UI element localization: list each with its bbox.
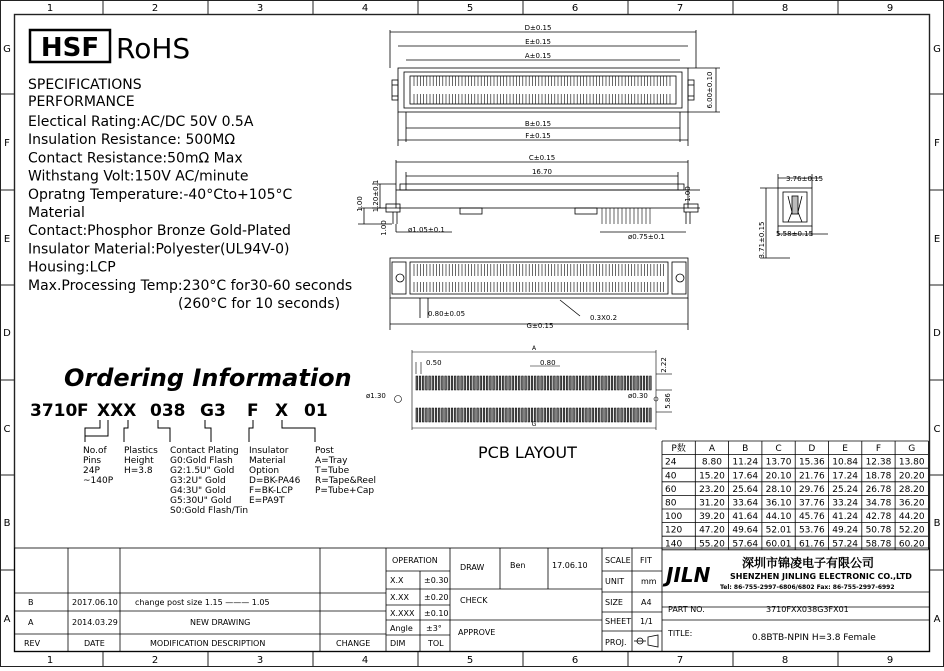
table-cell: 20.10	[765, 471, 792, 482]
approve-label: APPROVE	[458, 628, 496, 637]
table-cell: 60.01	[765, 539, 792, 550]
table-cell: 57.24	[832, 539, 859, 550]
code-suffix: 01	[304, 401, 328, 421]
grid-col-bottom-8: 8	[781, 655, 789, 666]
dim-a: A±0.15	[524, 52, 552, 60]
spec-line: Electical Rating:AC/DC 50V 0.5A	[28, 114, 254, 130]
code-series: 3710	[30, 401, 78, 421]
ordering-label-insulator: Material	[249, 456, 286, 466]
code-plating: G3	[200, 401, 226, 421]
unit-value: mm	[641, 577, 657, 586]
dim-e: E±0.15	[525, 38, 551, 46]
table-cell: 39.20	[699, 512, 725, 523]
rev-b-desc: change post size 1.15 ——— 1.05	[135, 598, 270, 607]
grid-col-top-5: 5	[466, 3, 474, 14]
ordering-label-plastics: Plastics	[124, 446, 158, 456]
part-no-label: PART NO.	[668, 605, 705, 614]
table-cell: 52.01	[765, 525, 792, 536]
dim-w376: 3.76±0.15	[786, 175, 824, 183]
ordering-label-pins: ~140P	[83, 476, 114, 486]
dim-h100b: 1.00	[380, 220, 388, 236]
ordering-label-plating: G5:30U" Gold	[170, 496, 232, 506]
table-cell: 20.20	[898, 471, 925, 482]
spec-line: (260°C for 10 seconds)	[178, 296, 341, 312]
table-cell: 41.64	[732, 512, 759, 523]
ordering-label-insulator: Insulator	[249, 446, 289, 456]
grid-row-right-A: A	[933, 614, 941, 625]
drawer-name: Ben	[510, 561, 526, 570]
tol-value-2: ±0.10	[424, 609, 449, 618]
check-label: CHECK	[460, 596, 488, 605]
table-cell: 60.20	[898, 539, 925, 550]
dim-h371: 3.71±0.15	[758, 221, 766, 259]
bottom-view	[390, 258, 688, 330]
grid-col-bottom-9: 9	[886, 655, 894, 666]
grid-col-top-9: 9	[886, 3, 894, 14]
table-cell: 33.64	[732, 498, 759, 509]
table-header-cell: B	[742, 444, 749, 455]
table-cell: 10.84	[832, 457, 859, 468]
table-cell: 49.64	[732, 525, 759, 536]
hsf-logo: HSF	[40, 33, 100, 63]
table-cell: 28.10	[765, 484, 792, 495]
table-cell: 29.76	[798, 484, 825, 495]
company-cn: 深圳市锦凌电子有限公司	[742, 556, 875, 570]
tol-header: TOL	[428, 639, 444, 648]
table-cell: 52.20	[898, 525, 925, 536]
table-cell: 120	[665, 525, 683, 536]
code-post: X	[275, 401, 289, 421]
table-cell: 60	[665, 484, 677, 495]
table-cell: 36.20	[898, 498, 925, 509]
dim-header: DIM	[390, 639, 406, 648]
table-cell: 28.20	[898, 484, 925, 495]
draw-date: 17.06.10	[552, 561, 588, 570]
grid-row-right-D: D	[933, 328, 941, 339]
spec-line: Contact:Phosphor Bronze Gold-Plated	[28, 223, 291, 240]
grid-col-bottom-6: 6	[571, 655, 579, 666]
grid-col-top-3: 3	[256, 3, 264, 14]
change-header: CHANGE	[336, 639, 371, 648]
ordering-leaders	[85, 420, 315, 442]
tol-label-3: Angle	[390, 624, 413, 633]
table-cell: 53.76	[798, 525, 825, 536]
spec-line: Material	[28, 205, 85, 221]
grid-col-bottom-4: 4	[361, 655, 369, 666]
grid-row-right-F: F	[934, 138, 940, 149]
grid-row-left-G: G	[3, 44, 11, 55]
table-cell: 57.64	[732, 539, 759, 550]
title-value: 0.8BTB-NPIN H=3.8 Female	[752, 633, 876, 643]
spec-lines	[28, 114, 352, 312]
grid-row-left-E: E	[3, 234, 11, 245]
table-cell: 13.80	[898, 457, 925, 468]
ordering-labels	[83, 446, 376, 516]
grid-col-bottom-2: 2	[151, 655, 159, 666]
dim-h100c: 1.00	[684, 186, 692, 202]
rohs-logo: RoHS	[116, 32, 191, 65]
dim-w558: 5.58±0.15	[776, 230, 814, 238]
table-cell: 37.76	[798, 498, 825, 509]
tol-value-0: ±0.30	[424, 576, 449, 585]
table-cell: 15.20	[699, 471, 725, 482]
ordering-label-plastics: H=3.8	[124, 466, 153, 476]
dim-f: F±0.15	[525, 132, 551, 140]
ordering-title: Ordering Information	[64, 364, 352, 392]
rev-a: A	[28, 618, 34, 627]
company-tel: Tel: 86-755-2997-6806/6802 Fax: 86-755-2997-6992	[720, 584, 895, 591]
ordering-label-insulator: D=BK-PA46	[249, 476, 301, 486]
tol-value-3: ±3°	[426, 624, 442, 633]
dimension-table	[662, 441, 928, 550]
company-logo: JILN	[666, 563, 711, 587]
grid-col-bottom-7: 7	[676, 655, 684, 666]
pcb-title: PCB LAYOUT	[478, 443, 577, 462]
ordering-label-insulator: F=BK-LCP	[249, 486, 293, 496]
pcb-dim-dia130: ø1.30	[366, 392, 386, 400]
rev-a-desc: NEW DRAWING	[190, 618, 251, 627]
grid-row-left-F: F	[4, 138, 10, 149]
dim-h100a: 1.00	[356, 196, 364, 212]
table-cell: 40	[665, 471, 677, 482]
dim-h120: 1.20±0.1	[372, 179, 380, 213]
table-cell: 80	[665, 498, 677, 509]
table-cell: 11.24	[732, 457, 759, 468]
grid-row-right-C: C	[933, 424, 941, 435]
dim-c: C±0.15	[528, 154, 556, 162]
ordering-label-plastics: Height	[124, 456, 154, 466]
dim-t03: 0.3X0.2	[590, 314, 618, 322]
draw-label: DRAW	[460, 563, 485, 572]
scale-value: FIT	[640, 556, 652, 565]
table-header-cell: G	[908, 444, 916, 455]
ordering-label-plating: G0:Gold Flash	[170, 456, 233, 466]
table-header-cell: F	[875, 444, 882, 455]
table-cell: 26.78	[865, 484, 892, 495]
code-height: 038	[150, 401, 186, 421]
proj-label: PROJ.	[605, 638, 627, 647]
table-cell: 8.80	[701, 457, 722, 468]
pcb-dim-a: A	[531, 345, 537, 352]
table-cell: 100	[665, 512, 683, 523]
table-cell: 42.78	[865, 512, 892, 523]
ordering-label-post: A=Tray	[315, 456, 348, 466]
spec-line: Housing:LCP	[28, 259, 116, 276]
table-header-cell: E	[842, 444, 848, 455]
grid-col-top-8: 8	[781, 3, 789, 14]
table-cell: 18.78	[865, 471, 892, 482]
side-view	[358, 160, 700, 232]
dim-1670: 16.70	[531, 168, 553, 176]
table-cell: 34.78	[865, 498, 892, 509]
date-header: DATE	[84, 639, 105, 648]
dim-b: B±0.15	[524, 120, 552, 128]
ordering-label-plating: G4:3U" Gold	[170, 486, 226, 496]
top-view	[390, 30, 720, 146]
ordering-label-plating: Contact Plating	[170, 446, 239, 456]
spec-line: Contact Resistance:50mΩ Max	[28, 150, 243, 167]
code-pins: XXX	[97, 401, 137, 421]
table-header-cell: P数	[671, 444, 686, 455]
rev-a-date: 2014.03.29	[72, 618, 118, 627]
size-value: A4	[641, 598, 652, 607]
table-cell: 31.20	[699, 498, 725, 509]
ordering-label-pins: 24P	[83, 466, 100, 476]
operation-label: OPERATION	[392, 556, 438, 565]
dim-p080: 0.80±0.05	[428, 310, 466, 318]
code-insulator: F	[247, 401, 259, 421]
spec-line: Withstang Volt:150V AC/minute	[28, 168, 249, 185]
dim-d: D±0.15	[524, 24, 552, 32]
ordering-label-pins: No.of	[83, 446, 107, 456]
tol-label-2: X.XXX	[390, 609, 415, 618]
grid-col-top-1: 1	[46, 3, 54, 14]
table-cell: 23.20	[699, 484, 725, 495]
table-cell: 17.64	[732, 471, 759, 482]
grid-col-top-4: 4	[361, 3, 369, 14]
tol-value-1: ±0.20	[424, 593, 449, 602]
pcb-dim-dia030: ø0.30	[628, 392, 648, 400]
ordering-label-pins: Pins	[83, 456, 102, 466]
dim-h600: 6.00±0.10	[706, 71, 714, 109]
title-label: TITLE:	[668, 629, 693, 638]
projection-symbol-icon	[634, 635, 658, 647]
grid-row-right-E: E	[933, 234, 941, 245]
rev-header: REV	[24, 639, 41, 648]
end-view	[760, 174, 828, 258]
table-cell: 140	[665, 539, 683, 550]
table-header-cell: C	[775, 444, 782, 455]
table-cell: 44.20	[898, 512, 925, 523]
ordering-code	[30, 401, 328, 421]
table-cell: 25.64	[732, 484, 759, 495]
spec-line: Insulation Resistance: 500MΩ	[28, 132, 236, 149]
tol-label-1: X.XX	[390, 593, 409, 602]
pcb-dim-050: 0.50	[426, 359, 442, 367]
table-cell: 33.24	[832, 498, 859, 509]
pcb-dim-g: G	[531, 421, 537, 428]
ordering-label-insulator: Option	[249, 466, 280, 476]
table-cell: 17.24	[832, 471, 859, 482]
grid-col-top-6: 6	[571, 3, 579, 14]
table-cell: 21.76	[798, 471, 825, 482]
table-header-cell: A	[708, 444, 716, 455]
unit-label: UNIT	[605, 577, 625, 586]
ordering-label-post: T=Tube	[315, 466, 350, 476]
performance-heading: PERFORMANCE	[28, 94, 135, 110]
table-cell: 58.78	[865, 539, 892, 550]
grid-row-left-D: D	[3, 328, 11, 339]
sheet-value: 1/1	[640, 617, 653, 626]
table-cell: 15.36	[798, 457, 825, 468]
rev-b-date: 2017.06.10	[72, 598, 118, 607]
size-label: SIZE	[605, 598, 623, 607]
grid-row-right-G: G	[933, 44, 941, 55]
desc-header: MODIFICATION DESCRIPTION	[150, 639, 266, 648]
grid-col-bottom-1: 1	[46, 655, 54, 666]
table-cell: 50.78	[865, 525, 892, 536]
table-cell: 55.20	[699, 539, 725, 550]
spec-line: Insulator Material:Polyester(UL94V-0)	[28, 241, 290, 258]
table-cell: 49.24	[832, 525, 859, 536]
ordering-label-post: Post	[315, 446, 334, 456]
pcb-dim-586: 5.86	[664, 393, 672, 409]
code-type: F	[77, 401, 89, 421]
part-no-value: 3710FXX038G3FX01	[766, 605, 849, 614]
company-en: SHENZHEN JINLING ELECTRONIC CO.,LTD	[730, 572, 912, 581]
grid-col-top-2: 2	[151, 3, 159, 14]
dim-g: G±0.15	[526, 322, 554, 330]
table-cell: 12.38	[865, 457, 892, 468]
spec-line: Max.Processing Temp:230°C for30-60 seconds	[28, 277, 353, 294]
ordering-label-plating: S0:Gold Flash/Tin	[170, 506, 249, 516]
table-cell: 45.76	[798, 512, 825, 523]
grid-row-left-B: B	[3, 518, 11, 529]
table-cell: 25.24	[832, 484, 859, 495]
ordering-label-post: R=Tape&Reel	[315, 476, 377, 486]
rev-b: B	[28, 598, 34, 607]
ordering-label-plating: G3:2U" Gold	[170, 476, 226, 486]
grid-col-top-7: 7	[676, 3, 684, 14]
dim-dia105: ø1.05±0.1	[408, 226, 445, 234]
table-cell: 36.10	[765, 498, 792, 509]
table-cell: 41.24	[832, 512, 859, 523]
dim-dia075: ø0.75±0.1	[628, 233, 665, 241]
grid-row-left-C: C	[3, 424, 11, 435]
sheet-label: SHEET	[605, 617, 632, 626]
grid-col-bottom-5: 5	[466, 655, 474, 666]
table-cell: 61.76	[798, 539, 825, 550]
pcb-dim-080: 0.80	[540, 359, 556, 367]
ordering-label-post: P=Tube+Cap	[315, 486, 375, 496]
table-cell: 44.10	[765, 512, 792, 523]
grid-row-right-B: B	[933, 518, 941, 529]
pcb-dim-222: 2.22	[660, 357, 668, 373]
ordering-label-plating: G2:1.5U" Gold	[170, 466, 235, 476]
table-cell: 13.70	[765, 457, 792, 468]
table-cell: 47.20	[699, 525, 725, 536]
table-cell: 24	[665, 457, 677, 468]
tol-label-0: X.X	[390, 576, 404, 585]
ordering-label-insulator: E=PA9T	[249, 496, 285, 506]
grid-col-bottom-3: 3	[256, 655, 264, 666]
table-header-cell: D	[808, 444, 816, 455]
spec-line: Opratng Temperature:-40°Cto+105°C	[28, 186, 293, 203]
grid-row-left-A: A	[3, 614, 11, 625]
spec-heading: SPECIFICATIONS	[28, 77, 142, 93]
scale-label: SCALE	[605, 556, 631, 565]
